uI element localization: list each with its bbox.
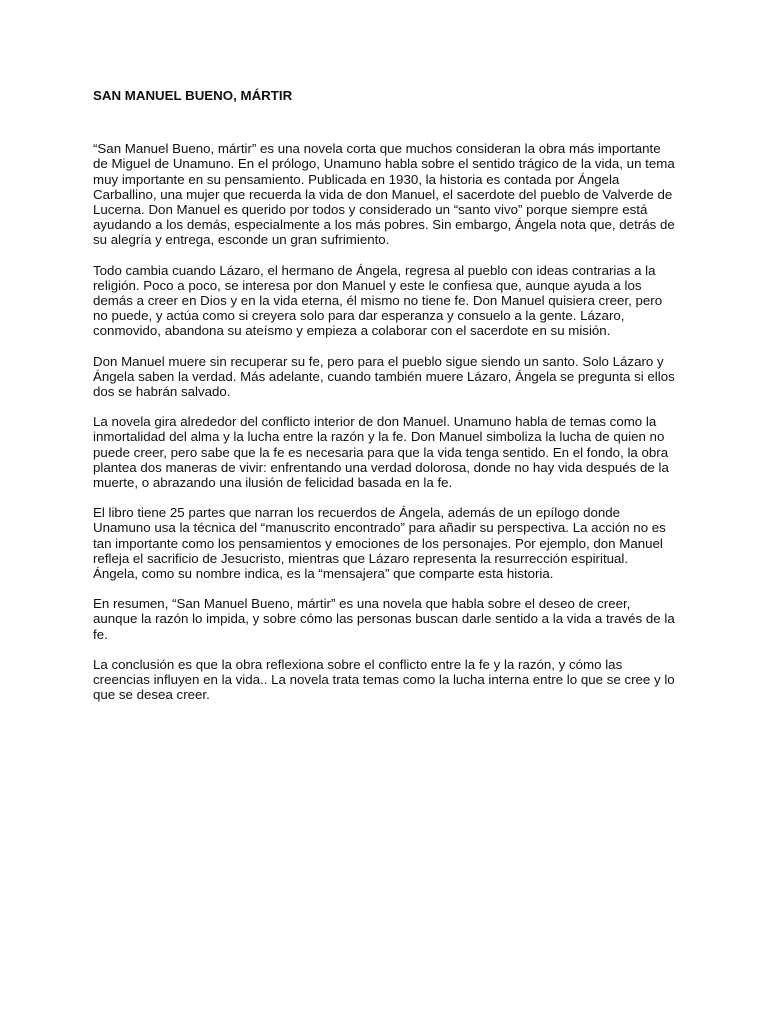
paragraph-lazaro: Todo cambia cuando Lázaro, el hermano de Ángela, regresa al pueblo con ideas contrarias a la religión. Poco a poco, se interesa por don Manuel y este le confiesa que, aunque ayuda a los demás a creer en Dios y en la vida eterna, él mismo no tiene fe. Don Manuel quisiera creer, pero no puede, y actúa como si creyera solo para dar esperanza y consuelo a la gente. Lázaro, conmovido, abandona su ateísmo y empieza a colaborar con el sacerdote en su misión. xyxy=(93,262,663,339)
paragraph-conclusion: La conclusión es que la obra reflexiona sobre el conflicto entre la fe y la razón, y cómo las creencias influyen en la vida.. La novela trata temas como la lucha interna entre lo que se cree y lo que se desea creer. xyxy=(93,656,675,703)
paragraph-death: Don Manuel muere sin recuperar su fe, pero para el pueblo sigue siendo un santo. Solo Lázaro y Ángela saben la verdad. Más adelante, cuando también muere Lázaro, Ángela se pregunta si ellos dos se habrán salvado. xyxy=(93,353,675,400)
paragraph-conflict: La novela gira alrededor del conflicto interior de don Manuel. Unamuno habla de temas como la inmortalidad del alma y la lucha entre la razón y la fe. Don Manuel simboliza la lucha de quien no puede creer, pero sabe que la fe es necesaria para que la vida tenga sentido. En el fondo, la obra plantea dos maneras de vivir: enfrentando una verdad dolorosa, donde no hay vida después de la muerte, o abrazando una ilusión de felicidad basada en la fe. xyxy=(93,414,669,491)
paragraph-structure: El libro tiene 25 partes que narran los recuerdos de Ángela, además de un epílogo donde Unamuno usa la técnica del “manuscrito encontrado” para añadir su perspectiva. La acción no es tan importante como los pensamientos y emociones de los personajes. Por ejemplo, don Manuel refleja el sacrificio de Jesucristo, mientras que Lázaro representa la resurrección espiritual. Ángela, como su nombre indica, es la “mensajera” que comparte esta historia. xyxy=(93,505,666,582)
paragraph-intro: “San Manuel Bueno, mártir” es una novela corta que muchos consideran la obra más importante de Miguel de Unamuno. En el prólogo, Unamuno habla sobre el sentido trágico de la vida, un tema muy importante en su pensamiento. Publicada en 1930, la historia es contada por Ángela Carballino, una mujer que recuerda la vida de don Manuel, el sacerdote del pueblo de Valverde de Lucerna. Don Manuel es querido por todos y considerado un “santo vivo” porque siempre está ayudando a los demás, especialmente a los más pobres. Sin embargo, Ángela nota que, detrás de su alegría y entrega, esconde un gran sufrimiento. xyxy=(93,141,675,248)
document-title: SAN MANUEL BUENO, MÁRTIR xyxy=(93,88,293,103)
document-body xyxy=(93,88,675,718)
paragraph-summary: En resumen, “San Manuel Bueno, mártir” es una novela que habla sobre el deseo de creer, aunque la razón lo impida, y sobre cómo las personas buscan darle sentido a la vida a través de la fe. xyxy=(93,596,675,642)
